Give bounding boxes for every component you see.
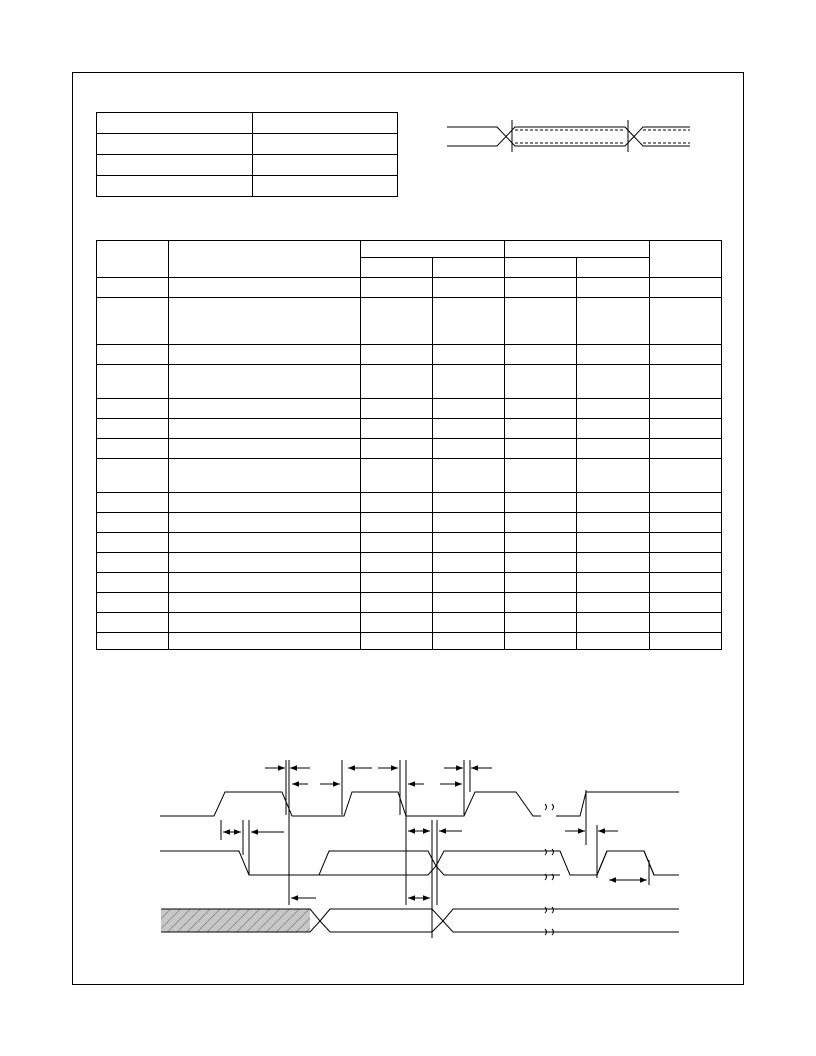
break-marks (545, 804, 554, 935)
signal-1-waveform (160, 792, 541, 816)
timing-arrows (223, 768, 647, 898)
signal-1-waveform-resume (556, 792, 679, 816)
data-valid-waveform (447, 120, 690, 152)
signal-2-lower (249, 866, 560, 875)
hatched-invalid-region (161, 909, 310, 932)
signal-2-waveform (160, 851, 679, 875)
bus-timing-diagram (160, 760, 679, 938)
